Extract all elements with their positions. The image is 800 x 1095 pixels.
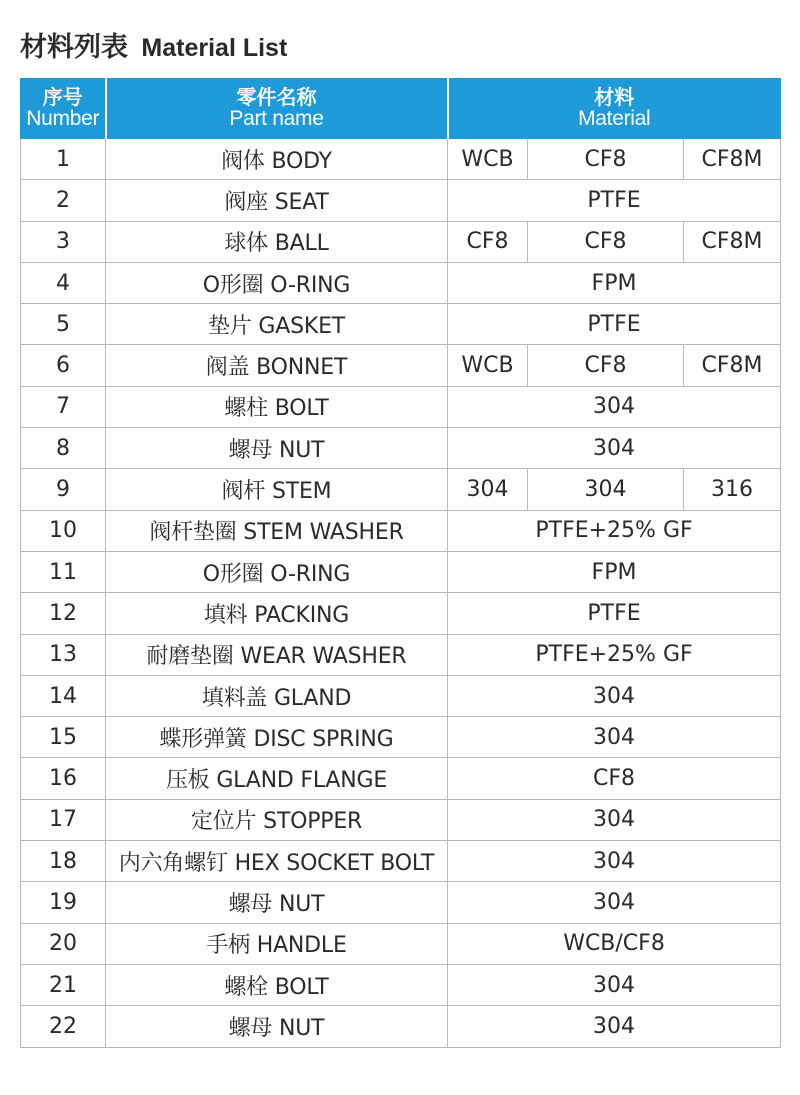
table-row bbox=[21, 758, 781, 799]
material-cell: 304 bbox=[448, 428, 781, 469]
material-cell: CF8 bbox=[448, 221, 528, 262]
material-table bbox=[20, 78, 781, 1048]
row-number: 19 bbox=[21, 882, 106, 923]
table-row bbox=[21, 386, 781, 427]
part-name-cell: 定位片 STOPPER bbox=[106, 799, 448, 840]
part-name-cell: 阀座 SEAT bbox=[106, 180, 448, 221]
row-number: 2 bbox=[21, 180, 106, 221]
part-name-cell: 阀杆 STEM bbox=[106, 469, 448, 510]
material-cell: FPM bbox=[448, 262, 781, 303]
row-number: 10 bbox=[21, 510, 106, 551]
table-row bbox=[21, 469, 781, 510]
part-name-cell: 压板 GLAND FLANGE bbox=[106, 758, 448, 799]
row-number: 6 bbox=[21, 345, 106, 386]
part-name-cell: 球体 BALL bbox=[106, 221, 448, 262]
table-body bbox=[21, 139, 781, 1048]
table-row bbox=[21, 180, 781, 221]
material-cell: PTFE+25% GF bbox=[448, 634, 781, 675]
material-cell: CF8 bbox=[528, 139, 684, 180]
row-number: 20 bbox=[21, 923, 106, 964]
material-cell: CF8M bbox=[684, 345, 781, 386]
row-number: 5 bbox=[21, 304, 106, 345]
table-row bbox=[21, 799, 781, 840]
table-row bbox=[21, 964, 781, 1005]
material-cell: FPM bbox=[448, 551, 781, 592]
part-name-cell: 阀杆垫圈 STEM WASHER bbox=[106, 510, 448, 551]
page-title bbox=[20, 28, 287, 68]
part-name-cell: 螺柱 BOLT bbox=[106, 386, 448, 427]
material-cell: 316 bbox=[684, 469, 781, 510]
part-name-cell: 耐磨垫圈 WEAR WASHER bbox=[106, 634, 448, 675]
header-number-en: Number bbox=[26, 106, 100, 130]
material-cell: WCB bbox=[448, 139, 528, 180]
part-name-cell: 螺母 NUT bbox=[106, 882, 448, 923]
material-cell: PTFE+25% GF bbox=[448, 510, 781, 551]
header-number-zh: 序号 bbox=[42, 84, 83, 109]
material-cell: WCB bbox=[448, 345, 528, 386]
table-row bbox=[21, 882, 781, 923]
row-number: 18 bbox=[21, 841, 106, 882]
part-name-cell: 手柄 HANDLE bbox=[106, 923, 448, 964]
row-number: 16 bbox=[21, 758, 106, 799]
material-cell: CF8 bbox=[448, 758, 781, 799]
row-number: 7 bbox=[21, 386, 106, 427]
material-cell: 304 bbox=[448, 882, 781, 923]
row-number: 1 bbox=[21, 139, 106, 180]
material-cell: CF8 bbox=[528, 221, 684, 262]
row-number: 22 bbox=[21, 1006, 106, 1047]
material-cell: WCB/CF8 bbox=[448, 923, 781, 964]
part-name-cell: O形圈 O-RING bbox=[106, 551, 448, 592]
material-cell: CF8M bbox=[684, 139, 781, 180]
material-cell: 304 bbox=[528, 469, 684, 510]
table-row bbox=[21, 262, 781, 303]
header-part-name-en: Part name bbox=[229, 106, 324, 130]
material-cell: PTFE bbox=[448, 593, 781, 634]
table-row bbox=[21, 345, 781, 386]
table-row bbox=[21, 551, 781, 592]
page-title-zh: 材料列表 bbox=[20, 32, 128, 63]
table-row bbox=[21, 510, 781, 551]
header-material bbox=[448, 79, 781, 139]
material-cell: 304 bbox=[448, 1006, 781, 1047]
part-name-cell: 阀盖 BONNET bbox=[106, 345, 448, 386]
material-cell: 304 bbox=[448, 964, 781, 1005]
page-title-en: Material List bbox=[141, 34, 288, 62]
material-cell: CF8 bbox=[528, 345, 684, 386]
material-cell: PTFE bbox=[448, 304, 781, 345]
row-number: 8 bbox=[21, 428, 106, 469]
table-header bbox=[21, 79, 781, 139]
table-row bbox=[21, 634, 781, 675]
table-row bbox=[21, 923, 781, 964]
table-row bbox=[21, 221, 781, 262]
row-number: 4 bbox=[21, 262, 106, 303]
row-number: 17 bbox=[21, 799, 106, 840]
table-row bbox=[21, 717, 781, 758]
header-number bbox=[21, 79, 106, 139]
row-number: 11 bbox=[21, 551, 106, 592]
part-name-cell: O形圈 O-RING bbox=[106, 262, 448, 303]
material-cell: PTFE bbox=[448, 180, 781, 221]
table-row bbox=[21, 593, 781, 634]
part-name-cell: 填料盖 GLAND bbox=[106, 675, 448, 716]
material-cell: 304 bbox=[448, 386, 781, 427]
header-part-name-zh: 零件名称 bbox=[236, 84, 317, 109]
header-part-name bbox=[106, 79, 448, 139]
row-number: 15 bbox=[21, 717, 106, 758]
table-row bbox=[21, 841, 781, 882]
material-cell: 304 bbox=[448, 675, 781, 716]
material-cell: 304 bbox=[448, 841, 781, 882]
row-number: 14 bbox=[21, 675, 106, 716]
part-name-cell: 螺母 NUT bbox=[106, 428, 448, 469]
part-name-cell: 垫片 GASKET bbox=[106, 304, 448, 345]
header-row bbox=[21, 79, 781, 139]
row-number: 21 bbox=[21, 964, 106, 1005]
row-number: 13 bbox=[21, 634, 106, 675]
table-row bbox=[21, 139, 781, 180]
row-number: 9 bbox=[21, 469, 106, 510]
row-number: 12 bbox=[21, 593, 106, 634]
material-cell: 304 bbox=[448, 469, 528, 510]
header-material-zh: 材料 bbox=[594, 84, 635, 109]
part-name-cell: 内六角螺钉 HEX SOCKET BOLT bbox=[106, 841, 448, 882]
part-name-cell: 螺栓 BOLT bbox=[106, 964, 448, 1005]
material-cell: 304 bbox=[448, 717, 781, 758]
header-material-en: Material bbox=[578, 106, 651, 130]
material-cell: CF8M bbox=[684, 221, 781, 262]
part-name-cell: 螺母 NUT bbox=[106, 1006, 448, 1047]
material-cell: 304 bbox=[448, 799, 781, 840]
table-row bbox=[21, 428, 781, 469]
table-row bbox=[21, 304, 781, 345]
part-name-cell: 阀体 BODY bbox=[106, 139, 448, 180]
row-number: 3 bbox=[21, 221, 106, 262]
table-row bbox=[21, 1006, 781, 1047]
part-name-cell: 蝶形弹簧 DISC SPRING bbox=[106, 717, 448, 758]
table-row bbox=[21, 675, 781, 716]
part-name-cell: 填料 PACKING bbox=[106, 593, 448, 634]
